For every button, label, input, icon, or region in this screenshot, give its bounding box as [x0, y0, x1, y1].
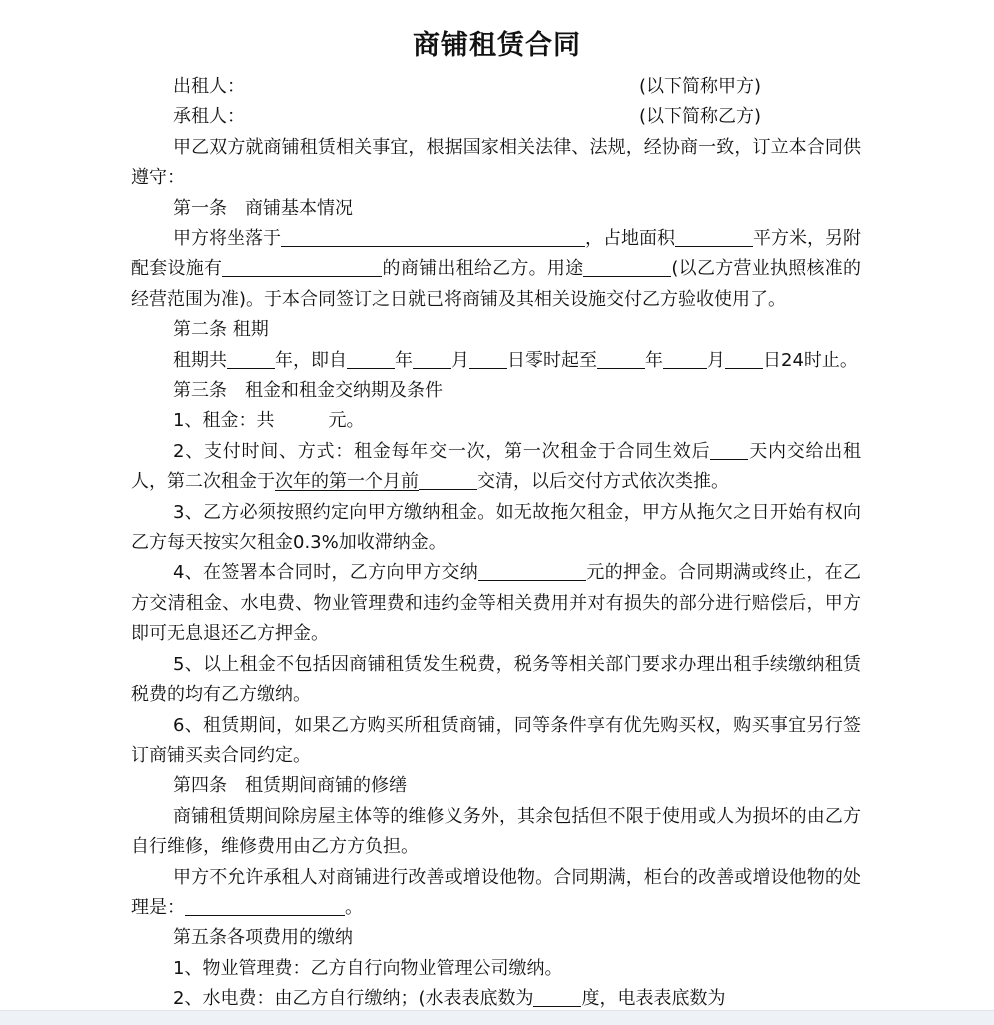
contract-body	[131, 72, 861, 1015]
purchase-clause: 6、租赁期间，如果乙方购买所租赁商铺，同等条件享有优先购买权，购买事宜另行签订商铺买卖合同约定。	[131, 714, 861, 766]
viewer-bottom-bar	[0, 1010, 994, 1025]
lessee-label: 承租人：	[173, 106, 245, 128]
lessor-note: (以下简称甲方)	[639, 76, 762, 97]
rent-amount: 1、租金：共 元。	[173, 410, 365, 432]
article2-paragraph: 租期共 年，即自 年 月 日零时起至 年 月 日24时止。	[173, 349, 858, 371]
late-fee-clause: 3、乙方必须按照约定向甲方缴纳租金。如无故拖欠租金，甲方从拖欠之日开始有权向乙方每天按实欠租金0.3%加收滞纳金。	[131, 501, 861, 554]
deposit-clause: 4、在签署本合同时，乙方向甲方交纳 元的押金。合同期满或终止，在乙方交清租金、水电费、物业管理费和违约金等相关费用并对有损失的部分进行赔偿后，甲方即可无息退还乙方押金。	[131, 562, 862, 645]
intro-paragraph: 甲乙双方就商铺租赁相关事宜，根据国家相关法律、法规，经协商一致，订立本合同供遵守：	[131, 136, 861, 189]
article1-paragraph: 甲方将坐落于 ，占地面积 平方米，另附配套设施有 的商铺出租给乙方。用途 (以乙方营业执照核准的经营范围为准)。于本合同签订之日就已将商铺及其相关设施交付乙方验收使用了。	[131, 228, 862, 310]
location-blank	[281, 226, 585, 247]
article3-heading: 第三条 租金和租金交纳期及条件	[173, 380, 443, 402]
improvement-blank	[185, 895, 345, 916]
article5-heading: 第五条各项费用的缴纳	[173, 927, 353, 949]
payment-terms: 2、支付时间、方式：租金每年交一次，第一次租金于合同生效后 天内交给出租人，第二次租金于次年的第一个月前 交清，以后交付方式依次类推。	[131, 440, 862, 493]
article4-heading: 第四条 租赁期间商铺的修缮	[173, 775, 407, 797]
second-payment-time: 次年的第一个月前	[275, 471, 419, 493]
usage-blank	[583, 256, 671, 277]
article2-heading: 第二条 租期	[173, 319, 269, 341]
lessee-note: (以下简称乙方)	[639, 106, 762, 128]
document-title: 商铺租赁合同	[413, 30, 581, 61]
area-blank	[675, 226, 753, 247]
article1-heading: 第一条 商铺基本情况	[173, 197, 353, 219]
deposit-blank	[478, 560, 586, 581]
water-meter-blank	[533, 986, 581, 1007]
lessor-label: 出租人：	[173, 76, 245, 97]
utility-fee-clause: 2、水电费：由乙方自行缴纳；(水表表底数为 度，电表表底数为	[173, 988, 726, 1010]
repair-clause: 商铺租赁期间除房屋主体等的维修义务外，其余包括但不限于使用或人为损坏的由乙方自行维修，维修费用由乙方方负担。	[131, 805, 861, 858]
property-fee-clause: 1、物业管理费：乙方自行向物业管理公司缴纳。	[173, 957, 563, 979]
facilities-blank	[222, 256, 382, 277]
lessee-line	[131, 102, 861, 132]
tax-clause: 5、以上租金不包括因商铺租赁发生税费，税务等相关部门要求办理出租手续缴纳租赁税费的均有乙方缴纳。	[131, 653, 861, 706]
improvement-clause: 甲方不允许承租人对商铺进行改善或增设他物。合同期满，柜台的改善或增设他物的处理是： 。	[131, 866, 861, 918]
lessor-line	[131, 72, 861, 102]
